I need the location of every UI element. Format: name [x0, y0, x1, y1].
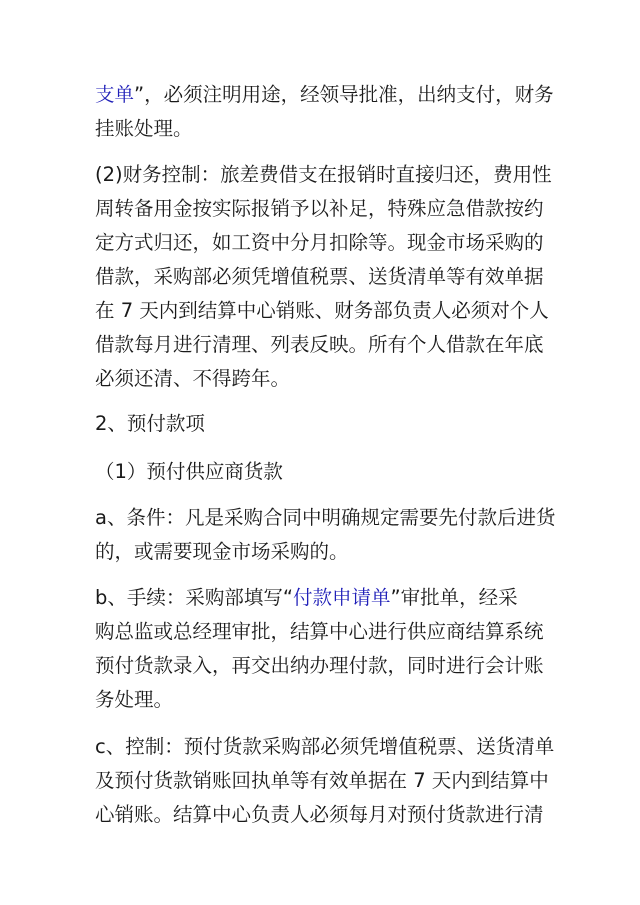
text-line [95, 615, 555, 649]
text-line [95, 78, 555, 112]
text-line [95, 158, 555, 192]
text-segment: 借款，采购部必须凭增值税票、送货清单等有效单据 [95, 265, 544, 288]
text-segment: 周转备用金按实际报销予以补足，特殊应急借款按约 [95, 197, 544, 220]
text-line [95, 581, 555, 615]
document-link[interactable]: 付款申请单 [292, 586, 391, 609]
text-line [95, 407, 555, 441]
paragraph-p5 [95, 501, 555, 569]
text-segment: ”，必须注明用途，经领导批准，出纳支付，财务 [134, 83, 554, 106]
text-line [95, 798, 555, 832]
text-segment: 2、预付款项 [95, 412, 205, 435]
document-link[interactable]: 支单 [95, 83, 135, 106]
text-line [95, 730, 555, 764]
text-line [95, 226, 555, 260]
text-segment: b、手续：采购部填写“ [95, 586, 293, 609]
text-segment: 预付货款录入，再交出纳办理付款，同时进行会计账 [95, 654, 544, 677]
text-line [95, 501, 555, 535]
paragraph-p2 [95, 158, 555, 396]
text-segment: 挂账处理。 [95, 117, 193, 140]
text-line [95, 683, 555, 717]
paragraph-p7 [95, 730, 555, 832]
text-segment: 及预付货款销账回执单等有效单据在 7 天内到结算中 [95, 769, 549, 792]
text-segment: 的，或需要现金市场采购的。 [95, 540, 349, 563]
text-segment: 必须还清、不得跨年。 [95, 367, 291, 390]
text-segment: 定方式归还，如工资中分月扣除等。现金市场采购的 [95, 231, 544, 254]
text-line [95, 649, 555, 683]
text-segment: c、控制：预付货款采购部必须凭增值税票、送货清单 [95, 735, 555, 758]
text-segment: (2)财务控制：旅差费借支在报销时直接归还，费用性 [95, 163, 552, 186]
text-line [95, 455, 555, 489]
text-segment: 在 7 天内到结算中心销账、财务部负责人必须对个人 [95, 299, 549, 322]
text-line [95, 328, 555, 362]
text-line [95, 294, 555, 328]
text-segment: 购总监或总经理审批，结算中心进行供应商结算系统 [95, 620, 544, 643]
paragraph-p6 [95, 581, 555, 717]
text-segment: 务处理。 [95, 688, 174, 711]
paragraph-p4 [95, 455, 555, 489]
text-segment: 借款每月进行清理、列表反映。所有个人借款在年底 [95, 333, 544, 356]
text-line [95, 535, 555, 569]
text-line [95, 362, 555, 396]
text-line [95, 260, 555, 294]
text-segment: ”审批单，经采 [390, 586, 518, 609]
paragraph-p1 [95, 78, 555, 146]
text-segment: 心销账。结算中心负责人必须每月对预付货款进行清 [95, 803, 544, 826]
paragraph-p3 [95, 407, 555, 441]
text-segment: a、条件：凡是采购合同中明确规定需要先付款后进货 [95, 506, 556, 529]
text-segment: （1）预付供应商货款 [95, 460, 283, 483]
text-line [95, 764, 555, 798]
text-line [95, 112, 555, 146]
text-line [95, 192, 555, 226]
